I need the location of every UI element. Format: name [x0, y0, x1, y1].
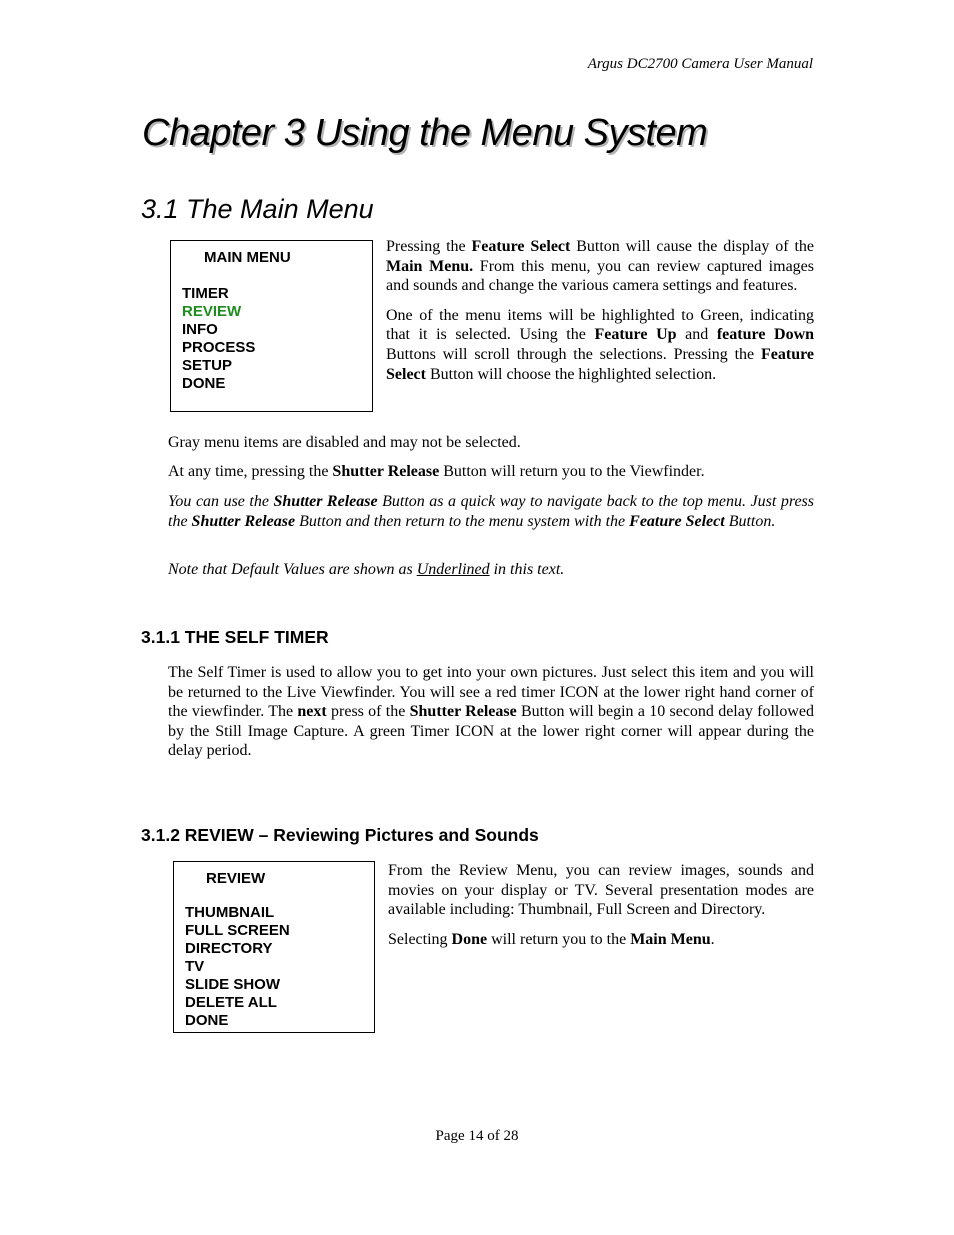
shutter-release-paragraph: At any time, pressing the Shutter Release Button will return you to the Viewfinder.: [168, 463, 705, 480]
review-menu-title: REVIEW: [206, 870, 266, 887]
main-menu-item: SETUP: [182, 357, 233, 374]
main-menu-item: PROCESS: [182, 339, 256, 356]
main-menu-item: DONE: [182, 375, 226, 392]
paragraph: Selecting Done will return you to the Main Menu.: [388, 930, 715, 948]
review-menu-item: DIRECTORY: [185, 940, 273, 957]
main-menu-title: MAIN MENU: [204, 249, 291, 266]
chapter-title: Chapter 3 Using the Menu System: [142, 112, 708, 154]
main-menu-item-highlighted: REVIEW: [182, 303, 242, 320]
self-timer-heading: 3.1.1 THE SELF TIMER: [141, 627, 329, 647]
main-menu-box: [170, 240, 373, 412]
review-menu-item: FULL SCREEN: [185, 922, 290, 939]
main-menu-item: INFO: [182, 321, 218, 338]
review-description: [388, 861, 814, 959]
gray-items-note: Gray menu items are disabled and may not be selected.: [168, 434, 521, 451]
running-head: Argus DC2700 Camera User Manual: [587, 56, 813, 72]
review-menu-list: [185, 904, 290, 1030]
review-menu-item: THUMBNAIL: [185, 904, 275, 921]
review-menu-item: TV: [185, 958, 205, 975]
page-number: Page 14 of 28: [435, 1128, 519, 1144]
review-menu-box: [173, 861, 375, 1033]
main-menu-item: TIMER: [182, 285, 229, 302]
review-heading: 3.1.2 REVIEW – Reviewing Pictures and Sounds: [141, 825, 539, 845]
review-menu-item: SLIDE SHOW: [185, 976, 281, 993]
paragraph: From the Review Menu, you can review images, sounds and movies on your display or TV. Several presentation modes are available including: Thumbnail, Full Screen and Directory.: [388, 862, 814, 919]
self-timer-paragraph: The Self Timer is used to allow you to get into your own pictures. Just select this item and you will be returned to the Live Viewfinder. You will see a red timer ICON at the lower right hand corner of the viewfinder. The next press of the Shutter Release Button will begin a 10 second delay followed by the Still Image Capture. A green Timer ICON at the lower right corner will appear during the delay period.: [168, 664, 814, 760]
paragraph: One of the menu items will be highlighted to Green, indicating that it is selected. Using the Feature Up and feature Down Buttons will scroll through the selections. Pressing the Feature Select Button will choose the highlighted selection.: [386, 306, 815, 383]
shortcut-tip: You can use the Shutter Release Button as a quick way to navigate back to the top menu. Just press the Shutter Release Button and then return to the menu system with the Feature Select Button.: [168, 493, 815, 530]
section-heading: 3.1 The Main Menu: [141, 194, 374, 224]
review-menu-item: DELETE ALL: [185, 994, 277, 1011]
main-menu-list: [182, 285, 255, 393]
review-menu-item: DONE: [185, 1012, 229, 1029]
main-menu-description: [386, 237, 814, 394]
paragraph: Pressing the Feature Select Button will cause the display of the Main Menu. From this menu, you can review captured images and sounds and change the various camera settings and features.: [386, 238, 814, 295]
default-values-note: Note that Default Values are shown as Underlined in this text.: [168, 561, 565, 578]
